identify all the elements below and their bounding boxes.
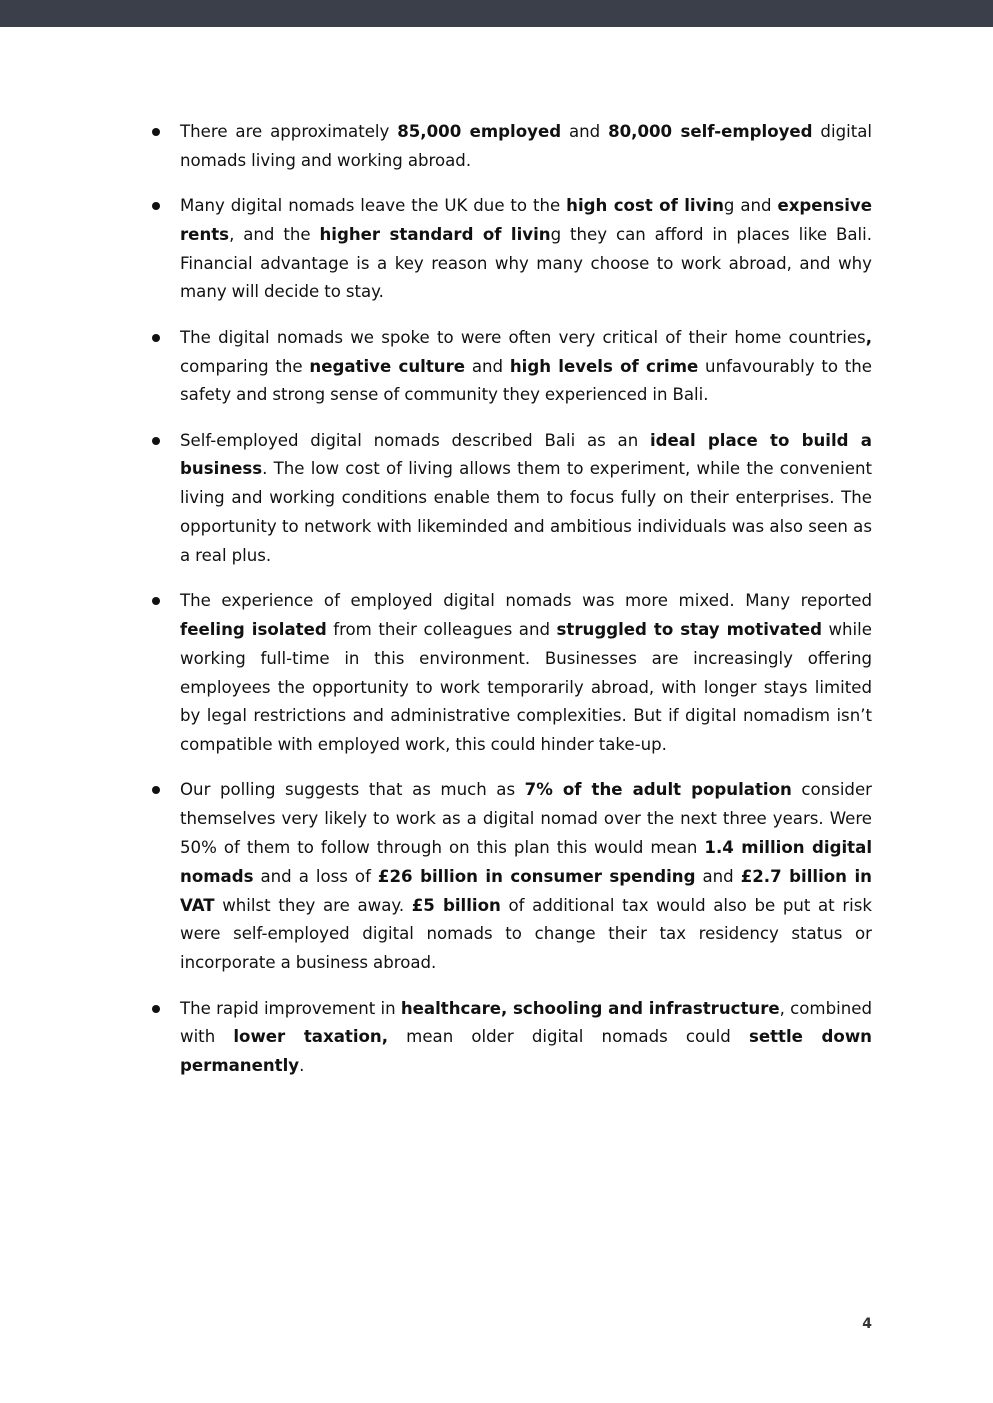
bullet-dot-icon [152, 597, 160, 605]
text-run: , and the [229, 224, 320, 244]
text-run: consider themselves very likely to work as a digital nomad over the next three years. Were 50% of them to follow through on this plan this would mean [180, 780, 873, 858]
bullet-text [180, 999, 872, 1076]
header-bar [0, 0, 993, 27]
bold-text: high levels of crime [509, 356, 699, 376]
bullet-item [150, 427, 872, 571]
bullet-item [150, 776, 872, 978]
text-run: , combined with [180, 998, 872, 1047]
bullet-item [150, 324, 872, 410]
bullet-dot-icon [152, 437, 160, 445]
bold-text: ideal place to build a business [180, 430, 872, 479]
text-run: and a loss of [253, 866, 378, 886]
text-run: while working full-time in this environment. Businesses are increasingly offering employees the opportunity to work temporarily abroad, with longer stays limited by legal restrictions and administrative complexities. But if digital nomadism isn’t compatible with employed work, this could hinder take-up. [180, 619, 872, 755]
text-run: . [299, 1056, 305, 1076]
bullet-text [180, 196, 872, 301]
bullet-dot-icon [152, 202, 160, 210]
bullet-dot-icon [152, 786, 160, 794]
bullet-text [180, 780, 872, 972]
bold-text: £26 billion in consumer spending [377, 866, 696, 886]
bullet-text [180, 122, 872, 170]
bold-text: £2.7 billion in VAT [180, 866, 872, 915]
text-run: and [465, 356, 510, 376]
bold-text: negative culture [309, 356, 466, 376]
document-body [150, 118, 872, 1097]
bold-text: high cost of livin [566, 196, 724, 216]
bullet-text [180, 328, 872, 405]
bold-text: feeling isolated [180, 619, 327, 639]
bullet-dot-icon [152, 128, 160, 136]
text-run: whilst they are away. [214, 895, 412, 915]
bullet-item [150, 995, 872, 1081]
text-run: and [561, 122, 609, 141]
bold-text: expensive rents [180, 196, 872, 244]
text-run: g and [723, 196, 778, 216]
bullet-text [180, 431, 872, 565]
text-run: digital nomads living and working abroad. [180, 122, 873, 170]
bold-text: settle down permanently [180, 1027, 872, 1076]
bold-text: £5 billion [411, 895, 501, 915]
text-run: The digital nomads we spoke to were often very critical of their home countries [180, 327, 866, 347]
text-run: comparing the [180, 356, 310, 376]
text-run: . The low cost of living allows them to experiment, while the convenient living and working conditions enable them to focus fully on their enterprises. The opportunity to network with likeminded and ambitious individuals was also seen as a real plus. [180, 459, 872, 565]
key-findings-list [150, 118, 872, 1081]
bullet-item [150, 192, 872, 307]
text-run: mean older digital nomads could [388, 1027, 749, 1047]
bullet-dot-icon [152, 1005, 160, 1013]
text-run: The rapid improvement in [180, 998, 401, 1018]
bold-text: healthcare, schooling and infrastructure [400, 998, 780, 1018]
text-run: from their colleagues and [326, 619, 557, 639]
text-run: unfavourably to the safety and strong sense of community they experienced in Bali. [180, 356, 872, 405]
bold-text: higher standard of livin [319, 224, 551, 244]
text-run: Many digital nomads leave the UK due to the [180, 196, 567, 216]
text-run: Self-employed digital nomads described Bali as an [180, 430, 650, 450]
bullet-item [150, 118, 872, 176]
text-run: of additional tax would also be put at risk were self-employed digital nomads to change their tax residency status or incorporate a business abroad. [180, 895, 873, 973]
text-run: Our polling suggests that as much as [180, 780, 525, 800]
bullet-dot-icon [152, 334, 160, 342]
page-number: 4 [862, 1316, 872, 1332]
bold-text: lower taxation, [233, 1027, 389, 1047]
text-run: g they can afford in places like Bali. Financial advantage is a key reason why many choose to work abroad, and why many will decide to stay. [180, 224, 872, 302]
bold-text: struggled to stay motivated [556, 619, 822, 639]
bold-text: 80,000 self-employed [608, 122, 813, 141]
bold-text: 85,000 employed [397, 122, 562, 141]
text-run: There are approximately [180, 122, 398, 141]
bold-text: 1.4 million digital nomads [180, 838, 873, 886]
text-run: and [695, 866, 741, 886]
bullet-item [150, 587, 872, 760]
bullet-text [180, 591, 872, 754]
text-run: The experience of employed digital nomads was more mixed. Many reported [180, 591, 872, 611]
bold-text: 7% of the adult population [524, 780, 792, 800]
bold-text: , [865, 327, 872, 347]
